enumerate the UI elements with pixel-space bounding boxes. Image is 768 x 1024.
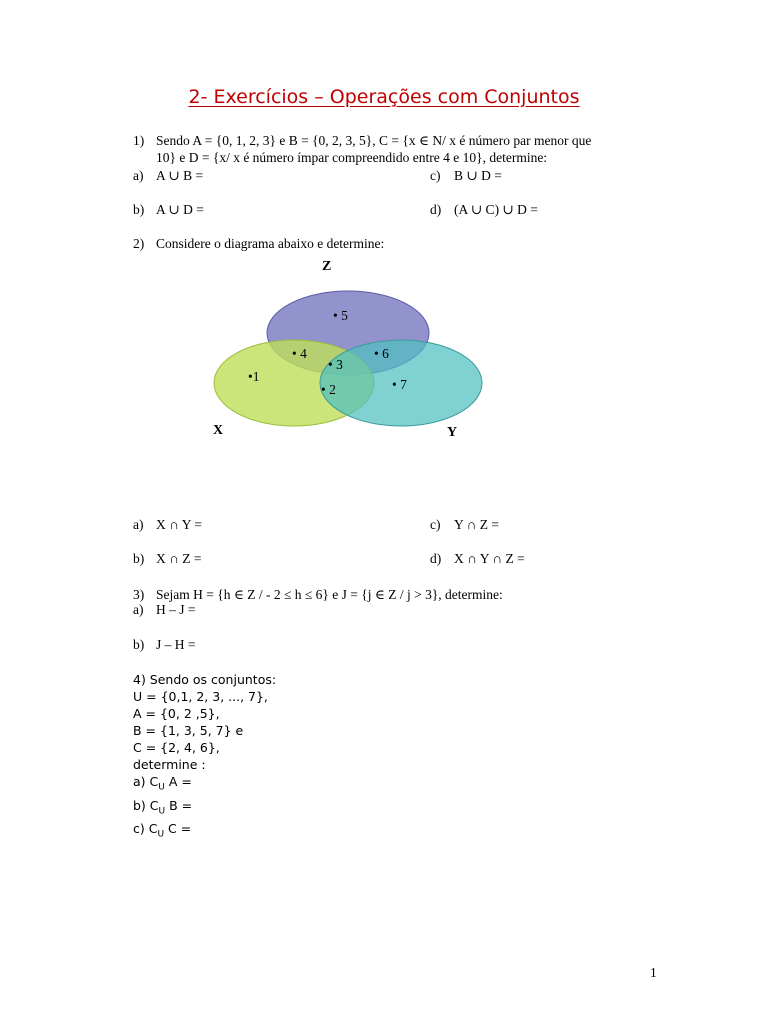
element-3: • 3 [328, 357, 343, 372]
element-5: • 5 [333, 308, 348, 323]
item-letter: b) [133, 551, 145, 566]
question-number: 3) [133, 587, 145, 602]
page-number: 1 [650, 965, 657, 980]
set-label-z: Z [322, 259, 332, 274]
element-4: • 4 [292, 346, 307, 361]
item-text: Y ∩ Z = [454, 517, 499, 532]
item-text: X ∩ Y = [156, 517, 202, 532]
item-letter: c) [430, 168, 441, 183]
item-letter: d) [430, 202, 442, 217]
question-text: Considere o diagrama abaixo e determine: [156, 236, 385, 251]
question-4-line: U = {0,1, 2, 3, ..., 7}, [133, 689, 268, 704]
item-text: A ∪ D = [156, 202, 204, 217]
element-2: • 2 [321, 382, 336, 397]
question-4-line: 4) Sendo os conjuntos: [133, 672, 277, 687]
question-4-line: B = {1, 3, 5, 7} e [133, 723, 244, 738]
item-letter: b) [133, 202, 145, 217]
question-4-line: C = {2, 4, 6}, [133, 740, 220, 755]
set-label-y: Y [447, 425, 458, 440]
complement-item: c) $C_U$ C = [133, 821, 192, 840]
item-letter: a) [133, 517, 144, 532]
element-7: • 7 [392, 377, 407, 392]
question-4-line: A = {0, 2 ,5}, [133, 706, 220, 721]
element-1: •1 [248, 369, 260, 384]
complement-item: b) $C_U$ B = [133, 797, 193, 816]
question-text-line-2: 10} e D = {x/ x é número ímpar compreendido entre 4 e 10}, determine: [156, 150, 548, 165]
venn-diagram [0, 0, 768, 460]
item-text: B ∪ D = [454, 168, 502, 183]
item-text: J – H = [156, 637, 196, 652]
set-label-x: X [213, 423, 224, 438]
item-text: (A ∪ C) ∪ D = [454, 202, 538, 217]
item-letter: a) [133, 168, 144, 183]
item-text: H – J = [156, 602, 196, 617]
question-4-line: determine : [133, 757, 206, 772]
question-number: 2) [133, 236, 145, 251]
item-letter: b) [133, 637, 145, 652]
item-text: X ∩ Y ∩ Z = [454, 551, 525, 566]
item-letter: d) [430, 551, 442, 566]
complement-item: a) $C_U$ A = [133, 774, 192, 793]
question-4 [133, 671, 276, 844]
item-text: X ∩ Z = [156, 551, 202, 566]
question-number: 1) [133, 133, 145, 148]
page-title: 2- Exercícios – Operações com Conjuntos [188, 86, 580, 108]
question-text: Sejam H = {h ∈ Z / - 2 ≤ h ≤ 6} e J = {j ∈ Z / j > 3}, determine: [156, 587, 503, 602]
item-text: A ∪ B = [156, 168, 204, 183]
element-6: • 6 [374, 346, 389, 361]
question-text-line-1: Sendo A = {0, 1, 2, 3} e B = {0, 2, 3, 5}, C = {x ∈ N/ x é número par menor que [156, 133, 592, 148]
item-letter: c) [430, 517, 441, 532]
item-letter: a) [133, 602, 144, 617]
